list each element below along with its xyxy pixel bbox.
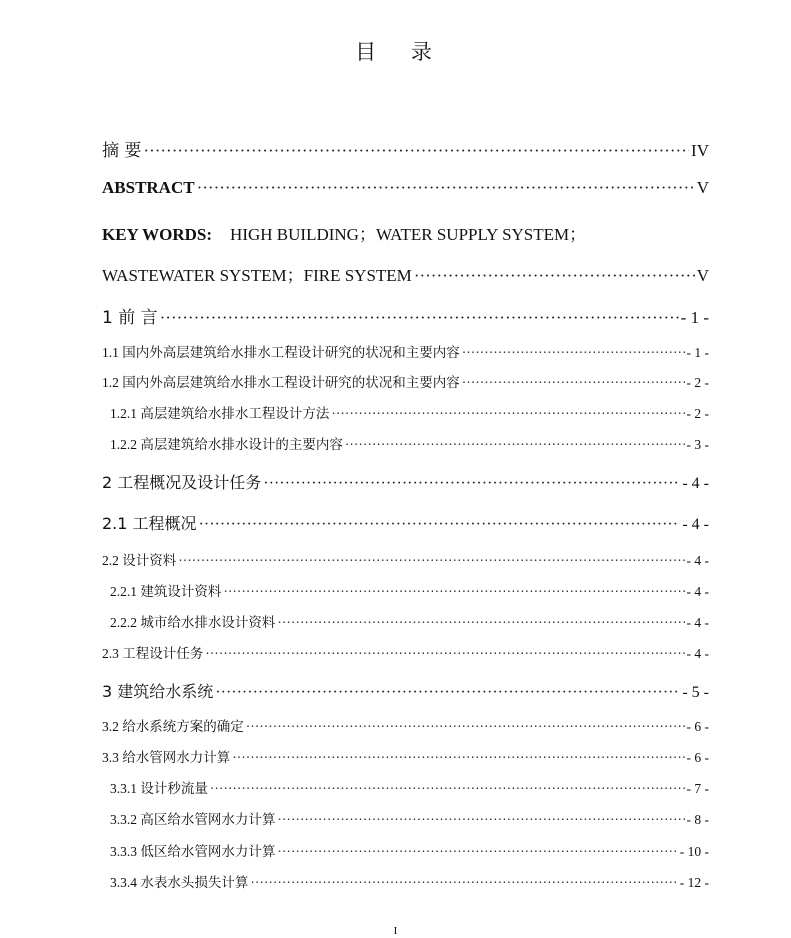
toc-entry-page: - 4 - bbox=[686, 646, 709, 661]
toc-entry-page: - 4 - bbox=[686, 615, 709, 630]
toc-entry-page: - 1 - bbox=[680, 308, 709, 327]
toc-entry-label: 3.3.3 低区给水管网水力计算 bbox=[110, 844, 276, 859]
toc-entry-1-2-1[interactable] bbox=[110, 402, 709, 422]
toc-entry-label: 2 工程概况及设计任务 bbox=[102, 473, 262, 492]
toc-leader-dots bbox=[160, 308, 679, 328]
toc-entry-chapter-1[interactable] bbox=[102, 303, 709, 328]
toc-entry-abstract-cn[interactable] bbox=[102, 136, 709, 161]
toc-leader-dots bbox=[223, 584, 684, 600]
toc-leader-dots bbox=[246, 719, 685, 735]
toc-entry-page: IV bbox=[691, 141, 709, 160]
toc-leader-dots bbox=[462, 345, 685, 361]
toc-entry-label: 1.2 国内外高层建筑给水排水工程设计研究的状况和主要内容 bbox=[102, 375, 460, 390]
toc-entry-label: 1.2.2 高层建筑给水排水设计的主要内容 bbox=[110, 437, 343, 452]
toc-entry-page: V bbox=[696, 266, 709, 285]
keywords-text: HIGH BUILDING；WATER SUPPLY SYSTEM； bbox=[230, 225, 587, 244]
toc-leader-dots bbox=[143, 141, 689, 161]
toc-entry-2-2[interactable] bbox=[102, 549, 709, 569]
toc-entry-label: 2.1 工程概况 bbox=[102, 514, 197, 533]
toc-leader-dots bbox=[197, 178, 695, 198]
toc-entry-label: 1.1 国内外高层建筑给水排水工程设计研究的状况和主要内容 bbox=[102, 345, 460, 360]
toc-entry-3-3[interactable] bbox=[102, 746, 709, 766]
toc-leader-dots bbox=[414, 266, 695, 286]
toc-entry-page: V bbox=[696, 178, 709, 197]
toc-entry-page: - 1 - bbox=[686, 345, 709, 360]
toc-entry-page: - 3 - bbox=[686, 437, 709, 452]
toc-entry-2-1[interactable] bbox=[102, 511, 709, 534]
toc-entry-abstract-en[interactable] bbox=[102, 178, 709, 198]
toc-entry-label: ABSTRACT bbox=[102, 178, 195, 197]
toc-entry-page: - 6 - bbox=[686, 719, 709, 734]
footer-page-number: I bbox=[393, 925, 398, 937]
toc-entry-label: 3.3.2 高区给水管网水力计算 bbox=[110, 812, 276, 827]
toc-entry-label: 3.2 给水系统方案的确定 bbox=[102, 719, 244, 734]
toc-entry-3-3-4[interactable] bbox=[110, 871, 709, 891]
toc-entry-label: 摘 要 bbox=[102, 141, 142, 161]
toc-entry-1-2[interactable] bbox=[102, 371, 709, 391]
toc-leader-dots bbox=[345, 437, 685, 453]
toc-entry-page: - 4 - bbox=[682, 475, 709, 492]
toc-entry-2-2-2[interactable] bbox=[110, 611, 709, 631]
toc-leader-dots bbox=[250, 875, 677, 891]
toc-entry-keywords-cont[interactable] bbox=[102, 261, 709, 286]
toc-entry-label: WASTEWATER SYSTEM；FIRE SYSTEM bbox=[102, 266, 412, 285]
toc-entry-label: 1 前 言 bbox=[102, 308, 158, 328]
toc-leader-dots bbox=[199, 516, 681, 534]
toc-entry-page: - 8 - bbox=[686, 812, 709, 827]
toc-entry-page: - 2 - bbox=[686, 406, 709, 421]
toc-leader-dots bbox=[462, 375, 685, 391]
toc-entry-label: 2.3 工程设计任务 bbox=[102, 646, 204, 661]
toc-leader-dots bbox=[331, 406, 684, 422]
toc-entry-label: 2.2.1 建筑设计资料 bbox=[110, 584, 222, 599]
toc-keywords-line bbox=[102, 220, 586, 245]
toc-entry-label: 2.2.2 城市给水排水设计资料 bbox=[110, 615, 276, 630]
toc-entry-3-3-3[interactable] bbox=[110, 840, 709, 860]
keywords-label: KEY WORDS: bbox=[102, 225, 213, 244]
toc-entry-3-3-2[interactable] bbox=[110, 808, 709, 828]
toc-entry-page: - 4 - bbox=[686, 553, 709, 568]
toc-entry-label: 3 建筑给水系统 bbox=[102, 682, 214, 701]
toc-leader-dots bbox=[277, 844, 677, 860]
toc-entry-page: - 4 - bbox=[682, 516, 709, 533]
toc-entry-chapter-3[interactable] bbox=[102, 679, 709, 702]
toc-entry-3-3-1[interactable] bbox=[110, 777, 709, 797]
toc-leader-dots bbox=[277, 812, 684, 828]
toc-entry-label: 3.3.4 水表水头损失计算 bbox=[110, 875, 249, 890]
toc-entry-page: - 4 - bbox=[686, 584, 709, 599]
toc-entry-2-2-1[interactable] bbox=[110, 580, 709, 600]
toc-entry-3-2[interactable] bbox=[102, 715, 709, 735]
toc-entry-label: 1.2.1 高层建筑给水排水工程设计方法 bbox=[110, 406, 330, 421]
toc-entry-page: - 7 - bbox=[686, 781, 709, 796]
toc-entry-1-2-2[interactable] bbox=[110, 433, 709, 453]
toc-entry-2-3[interactable] bbox=[102, 642, 709, 662]
toc-leader-dots bbox=[178, 553, 684, 569]
toc-entry-label: 2.2 设计资料 bbox=[102, 553, 177, 568]
toc-leader-dots bbox=[215, 684, 680, 702]
toc-entry-page: - 12 - bbox=[679, 875, 709, 890]
toc-entry-chapter-2[interactable] bbox=[102, 470, 709, 493]
toc-leader-dots bbox=[232, 750, 684, 766]
page-title: 目 录 bbox=[355, 40, 446, 64]
toc-entry-page: - 10 - bbox=[679, 844, 709, 859]
toc-leader-dots bbox=[205, 646, 684, 662]
toc-leader-dots bbox=[263, 475, 680, 493]
toc-leader-dots bbox=[210, 781, 685, 797]
toc-entry-1-1[interactable] bbox=[102, 341, 709, 361]
toc-entry-page: - 5 - bbox=[682, 684, 709, 701]
toc-leader-dots bbox=[277, 615, 684, 631]
toc-entry-page: - 2 - bbox=[686, 375, 709, 390]
toc-entry-page: - 6 - bbox=[686, 750, 709, 765]
toc-entry-label: 3.3 给水管网水力计算 bbox=[102, 750, 231, 765]
toc-entry-label: 3.3.1 设计秒流量 bbox=[110, 781, 208, 796]
